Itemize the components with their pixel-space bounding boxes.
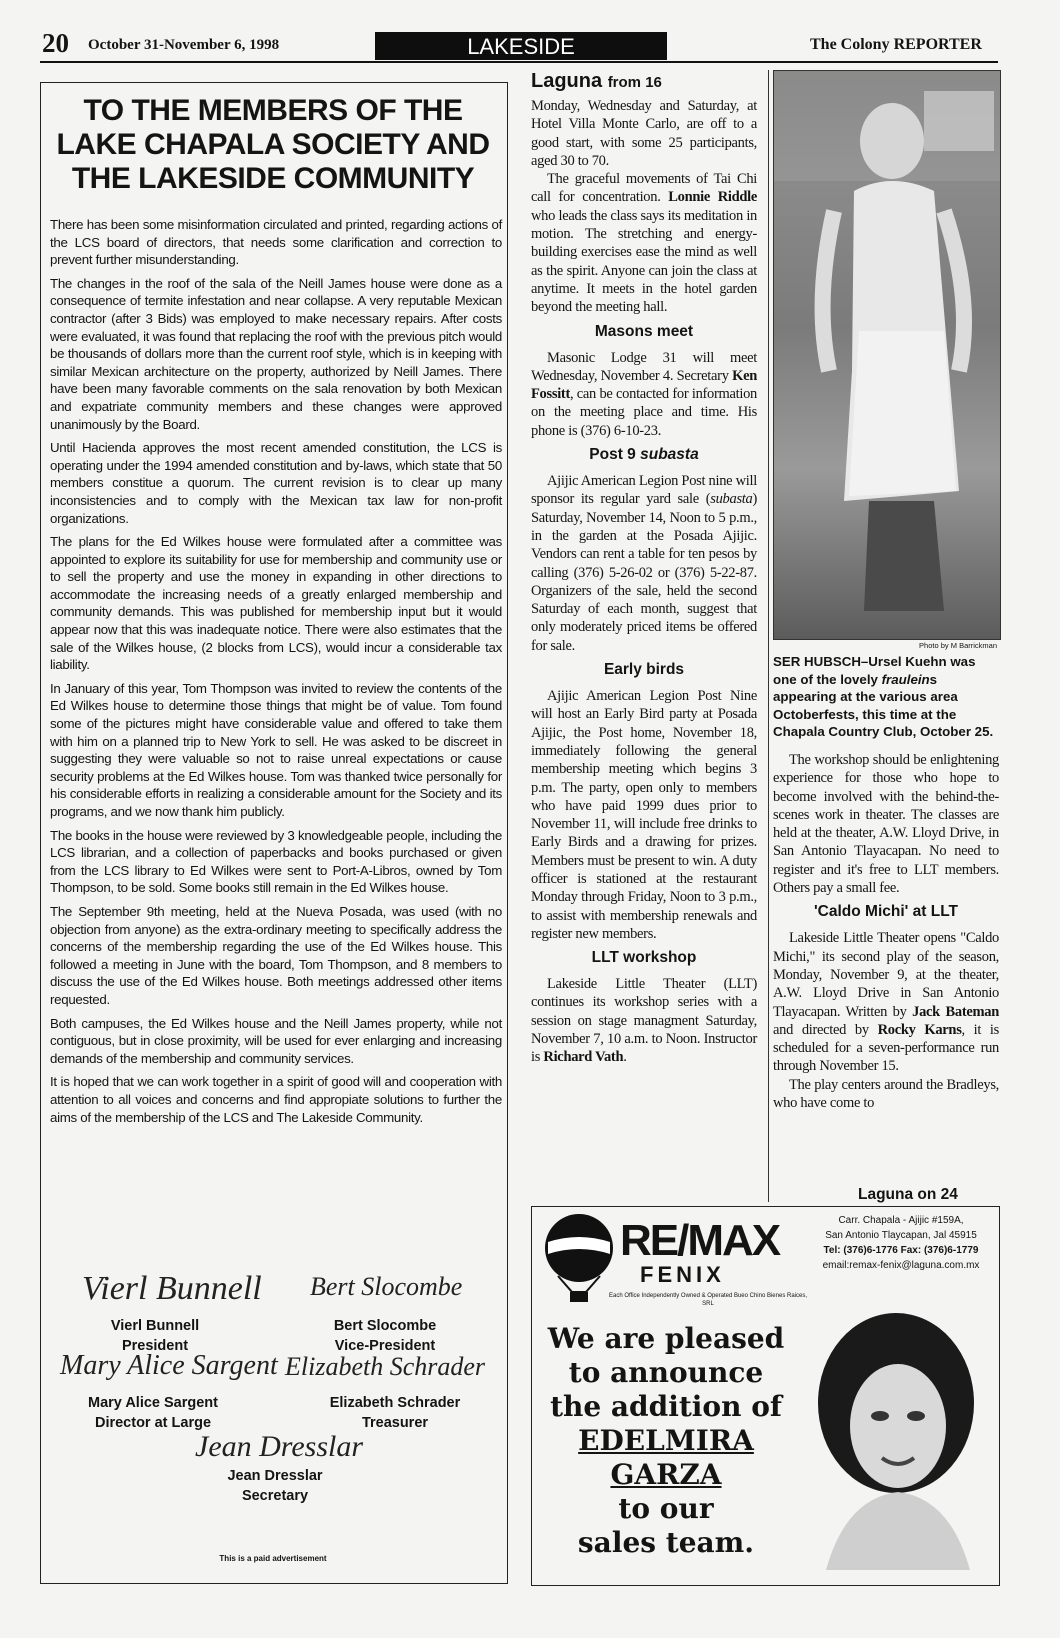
remax-address-1: Carr. Chapala - Ajijic #159A, bbox=[838, 1215, 964, 1226]
signature-scrawl: Vierl Bunnell bbox=[82, 1270, 262, 1307]
issue-date: October 31-November 6, 1998 bbox=[88, 37, 280, 53]
article-paragraph bbox=[531, 349, 757, 440]
news-photo bbox=[773, 70, 1001, 640]
person-name: Lonnie Riddle bbox=[668, 189, 758, 206]
article-paragraph bbox=[531, 170, 757, 316]
signature-scrawl: Bert Slocombe bbox=[310, 1272, 463, 1301]
publication-name: The Colony REPORTER bbox=[810, 36, 982, 53]
text-italic: subasta bbox=[710, 491, 753, 508]
remax-contact bbox=[808, 1213, 994, 1273]
signature-scrawl: Elizabeth Schrader bbox=[285, 1352, 486, 1381]
person-name: Richard Vath bbox=[543, 1049, 624, 1066]
column-rule bbox=[768, 70, 769, 1202]
ad-body bbox=[50, 216, 502, 1132]
hot-air-balloon-icon bbox=[540, 1212, 618, 1309]
remax-phone: Tel: (376)6-1776 Fax: (376)6-1779 bbox=[823, 1245, 979, 1256]
signatory-5 bbox=[190, 1466, 360, 1506]
ad-title: TO THE MEMBERS OF THE LAKE CHAPALA SOCIETY AND THE LAKESIDE COMMUNITY bbox=[56, 94, 490, 195]
announcement-line: to our bbox=[618, 1492, 714, 1525]
photo-credit: Photo by M Barrickman bbox=[919, 641, 997, 650]
signatory-title: Treasurer bbox=[361, 1415, 429, 1431]
photo-caption bbox=[773, 653, 999, 741]
subhead-post9 bbox=[531, 446, 757, 464]
signatory-name: Mary Alice Sargent bbox=[87, 1395, 218, 1411]
ad-paragraph: In January of this year, Tom Thompson was invited to review the contents of the Ed Wilkes house to determine those things that might be of value. Tom found some of the pictures might have considerable value and offered to take them with him on a planned trip to New York to sell. He was asked to be discreet in suggesting they were valuable so not to raise unreal expectations or cause security problems at the Ed Wilkes house. Tom was thanked twice personally for his considerable efforts in realizing a considerable amount for the Society and its programs, and we now thank him publicly. bbox=[50, 680, 502, 819]
subhead-early-birds: Early birds bbox=[603, 661, 685, 679]
jump-head bbox=[531, 70, 757, 93]
remax-email: email:remax-fenix@laguna.com.mx bbox=[822, 1260, 980, 1271]
remax-announcement bbox=[536, 1322, 796, 1560]
ad-paragraph: The September 9th meeting, held at the Nueva Posada, was used (with no objection from anyone) as the extra-ordinary meeting to specifically address the concerns of the membership regarding the use of the Ed Wilkes house. This followed a meeting in June with the board, Tom Thompson, and 8 members to discuss the use of the Ed Wilkes house. Both meetings addressed other items requested. bbox=[50, 903, 502, 1007]
article-paragraph: Ajijic American Legion Post Nine will host an Early Bird party at Posada Ajijic, the Post home, November 18, immediately following the general membership meeting which begins 3 p.m. The party, open only to members who have paid 1999 dues prior to November 11, will include free drinks to Early Birds and a drawing for prizes. Members must be present to win. A duty officer is stationed at the restaurant Monday through Friday, Noon to 3 p.m., to assist with membership renewals and register new members. bbox=[531, 688, 757, 942]
signatory-name: Bert Slocombe bbox=[333, 1318, 437, 1334]
woman-figure-icon bbox=[774, 71, 1000, 639]
ad-paragraph: The changes in the roof of the sala of the Neill James house were done as a consequence of termite infestation and near collapse. A very reputable Mexican contractor (after 3 Bids) was employed to make necessary repairs. After costs were evaluated, it was found that replacing the roof with the previous pitch would be thousands of dollars more than the current roof style, which is in keeping with similar Mexican architecture on the property, authorized by Neill James. There have been many favorable comments on the sala renovation by both Mexican and expatriate community members and these changes were approved unanimously by the Board. bbox=[50, 275, 502, 432]
jump-head-from: from 16 bbox=[607, 74, 662, 91]
ad-paragraph: The books in the house were reviewed by 3 knowledgeable people, including the LCS librarian, and a collection of paperbacks and books purchased or given from the LCS library to Ed Wilkes were sent to Port-A-Libros, owned by Tom Thompson, to be sold. Some books still remain in the Ed Wilkes house. bbox=[50, 827, 502, 896]
announcement-name: EDELMIRA bbox=[578, 1424, 754, 1457]
signatory-name: Vierl Bunnell bbox=[110, 1318, 200, 1334]
person-name: Jack Bateman bbox=[912, 1003, 999, 1020]
jump-line: Laguna on 24 bbox=[858, 1186, 958, 1203]
text-run: Ajijic American Legion Post nine will sponsor its regular yard sale ( bbox=[531, 473, 757, 508]
text-run: Lakeside Little Theater opens "Caldo Michi," its second play of the season, Monday, November 9, at the theater, A.W. Lloyd Drive in San Antonio Tlayacapan. Written by bbox=[773, 930, 999, 1020]
ad-paragraph: Both campuses, the Ed Wilkes house and the Neill James property, while not contiguous, but in close proximity, will be used for ever enlarging and increasing demands of the membership and community services. bbox=[50, 1015, 502, 1066]
subhead-caldo-michi: 'Caldo Michi' at LLT bbox=[814, 903, 958, 921]
signatory-4 bbox=[295, 1393, 495, 1433]
text-run: , it is scheduled for a seven-performance run through November 15. bbox=[773, 1021, 999, 1075]
remax-address-2: San Antonio Tlaycapan, Jal 45915 bbox=[825, 1230, 977, 1241]
text-run: and directed by bbox=[773, 1021, 869, 1038]
jump-head-word: Laguna bbox=[531, 70, 603, 92]
article-paragraph: The play centers around the Bradleys, who have come to bbox=[773, 1076, 999, 1112]
signature-scrawl: Jean Dresslar bbox=[195, 1430, 364, 1463]
signatory-name: Jean Dresslar bbox=[227, 1468, 323, 1484]
right-column bbox=[773, 751, 999, 1112]
text-run: ) Saturday, November 14, Noon to 5 p.m., in the garden at the Posada Ajijic. Vendors can rent a table for ten pesos by calling (376) 5-26-02 or (376) 5-22-87. Organizers of the sale, held the second Saturday of each month, suggest that only moderately priced items be offered for sale. bbox=[531, 491, 757, 654]
ad-paragraph: It is hoped that we can work together in a spirit of good will and cooperation with attention to all voices and concerns and find appropiate solutions to further the aims of the membership of the LCS and The Lakeside Community. bbox=[50, 1074, 502, 1125]
caption-text: s appearing at the various area Octoberfests, this time at the Chapala Country Club, October 25. bbox=[773, 671, 994, 740]
remax-logo-text: RE/MAX bbox=[620, 1216, 780, 1265]
caption-text: SER HUBSCH–Ursel Kuehn was one of the lovely bbox=[773, 654, 976, 687]
signatory-title: Secretary bbox=[241, 1488, 309, 1504]
caption-italic: fraulein bbox=[881, 671, 930, 687]
article-paragraph: The workshop should be enlightening experience for those who hope to become involved with the behind-the-scenes work in theater. The classes are held at the theater, A.W. Lloyd Drive, in San Antonio Tlayacapan. No need to register and it's free to LLT members. Others pay a small fee. bbox=[773, 752, 999, 897]
text-run: , can be contacted for information on the meeting place and time. His phone is (376) 6-10-23. bbox=[531, 386, 757, 439]
announcement-line: to announce bbox=[568, 1356, 764, 1389]
signatory-title: President bbox=[121, 1338, 189, 1354]
agent-portrait bbox=[806, 1308, 988, 1570]
person-name: Rocky Karns bbox=[877, 1021, 962, 1038]
subhead-text: Post 9 bbox=[589, 446, 636, 464]
ad-paragraph: Until Hacienda approves the most recent amended constitution, the LCS is operating under the 1994 amended constitution and by-laws, which state that 50 members constitue a quorum. The current revision is to clear up many inconsistencies and to comply with the Mexican tax law for non-profit organizations. bbox=[50, 440, 502, 526]
page-number: 20 bbox=[42, 28, 69, 58]
subhead-masons: Masons meet bbox=[594, 322, 694, 340]
article-paragraph bbox=[531, 472, 757, 655]
signature-scrawl: Mary Alice Sargent bbox=[60, 1350, 278, 1381]
ad-paragraph: The plans for the Ed Wilkes house were formulated after a committee was appointed to explore its suitability for use for membership and community use or to sell the property and use the money in expanding in other directions to accommodate the increasing needs of a greatly enlarged membership and community demands. This was published for membership input but it would appear now that this was inadequate notice. There were also estimates that the sale of the Wilkes house, (2 blocks from LCS), would incur a considerable tax liability. bbox=[50, 534, 502, 673]
text-run: . bbox=[623, 1049, 627, 1066]
announcement-name: GARZA bbox=[610, 1458, 722, 1491]
announcement-line: We are pleased bbox=[547, 1322, 785, 1355]
signatory-3 bbox=[58, 1393, 248, 1433]
text-run: who leads the class says its meditation in motion. The stretching and energy-building exercises ease the mind as well as the spirit. Anyone can join the class at anytime. It meets in the hotel garden beyond the meeting hall. bbox=[531, 207, 757, 316]
article-paragraph bbox=[531, 975, 757, 1066]
paid-ad-note: This is a paid advertisement bbox=[219, 1554, 327, 1563]
article-paragraph bbox=[773, 929, 999, 1075]
announcement-line: sales team. bbox=[577, 1526, 755, 1559]
text-run: Masonic Lodge 31 will meet Wednesday, November 4. Secretary bbox=[531, 349, 757, 384]
person-name: Ken Fossitt bbox=[531, 367, 757, 403]
subhead-llt: LLT workshop bbox=[591, 949, 697, 967]
section-banner: LAKESIDE bbox=[375, 32, 667, 60]
remax-office-name: FENIX bbox=[640, 1262, 725, 1287]
middle-column bbox=[531, 70, 757, 1067]
remax-disclaimer: Each Office Independently Owned & Operated Bueo Chino Bienes Raices, SRL bbox=[608, 1293, 807, 1307]
signatory-title: Vice-President bbox=[334, 1338, 436, 1354]
announcement-line: the addition of bbox=[550, 1390, 782, 1423]
text-run: Lakeside Little Theater (LLT) continues its workshop series with a session on stage managment Saturday, November 7, 10 a.m. to Noon. Instructor is bbox=[531, 976, 757, 1066]
ad-paragraph: There has been some misinformation circulated and printed, regarding actions of the LCS board of directors, that needs some clarification and correction to prevent further misunderstanding. bbox=[50, 217, 502, 268]
signatory-name: Elizabeth Schrader bbox=[329, 1395, 461, 1411]
signatory-2 bbox=[300, 1316, 470, 1356]
subhead-italic: subasta bbox=[640, 446, 699, 464]
header-rule bbox=[40, 61, 998, 63]
text-run: The graceful movements of Tai Chi call for concentration. bbox=[531, 171, 757, 206]
article-paragraph: Monday, Wednesday and Saturday, at Hotel Villa Monte Carlo, are off to a good start, with some 25 participants, aged 30 to 70. bbox=[531, 98, 757, 169]
signatory-title: Director at Large bbox=[94, 1415, 212, 1431]
